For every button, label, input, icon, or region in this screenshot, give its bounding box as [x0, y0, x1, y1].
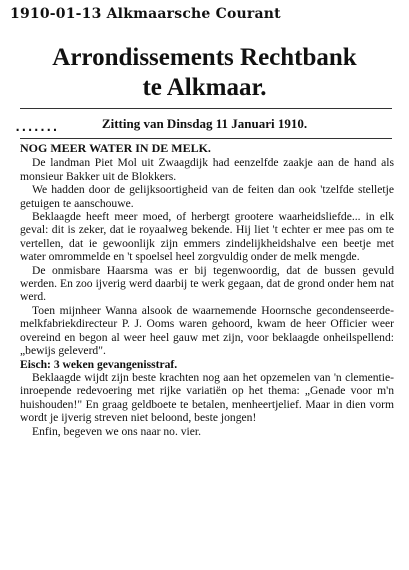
session-date-line: Zitting van Dinsdag 11 Januari 1910.: [101, 116, 308, 131]
divider-rule: [20, 108, 392, 109]
paragraph: Beklaagde heeft meer moed, of herbergt grootere waarheidsliefde... in elk geval: dit is zeker, dat ie royaalweg bekende. Hij liet 't echter er mee pas om te vertellen, dat ie gewoonlijk zijn emmers zindelijkheidshalve een beetje met water omrommelde en 't spoelsel heel zorgvuldig onder de melk mengde.: [20, 210, 394, 264]
sentence-demand: Eisch: 3 weken gevangenisstraf.: [20, 357, 178, 371]
paragraph: Enfin, begeven we ons naar no. vier.: [32, 424, 202, 438]
paragraph: De landman Piet Mol uit Zwaagdijk had eenzelfde zaakje aan de hand als monsieur Bakker uit de Blokkers.: [20, 156, 394, 183]
article-headline: NOG MEER WATER IN DE MELK.: [20, 141, 211, 155]
masthead-line-2: te Alkmaar.: [142, 74, 267, 101]
divider-rule: [20, 138, 392, 139]
article-body: [20, 142, 394, 438]
paragraph: We hadden door de gelijksoortigheid van de feiten dan ook 'tzelfde stelletje getuigen te aanschouwe.: [20, 183, 394, 210]
paragraph: De onmisbare Haarsma was er bij tegenwoordig, dat de bussen gevuld werden. En zoo ijverig werd daarbij te werk gegaan, dat de grond onder hem nat werd.: [20, 263, 394, 304]
paragraph: Beklaagde wijdt zijn beste krachten nog aan het opzemelen van 'n clementie-inroepende redevoering met rijke variatiën op het thema: „Genade voor m'n huishouden!" En graag geldboete te betalen, menheertjelief. Maar in dien vorm wordt je ijverig streven niet beloond, beste jongen!: [20, 370, 394, 425]
masthead-line-1: Arrondissements Rechtbank: [52, 44, 357, 71]
ellipsis-marker: .......: [14, 120, 58, 134]
date-source-header: 1910-01-13 Alkmaarsche Courant: [10, 6, 281, 22]
paragraph: Toen mijnheer Wanna alsook de waarnemende Hoornsche gecondenseerde-melkfabriekdirecteur P. J. Ooms waren gehoord, kwam de heer Officier weer overeind en begon al weer heel gauw met zijn, voor beklaagde onheilspellend: „bewijs geleverd".: [20, 303, 394, 358]
